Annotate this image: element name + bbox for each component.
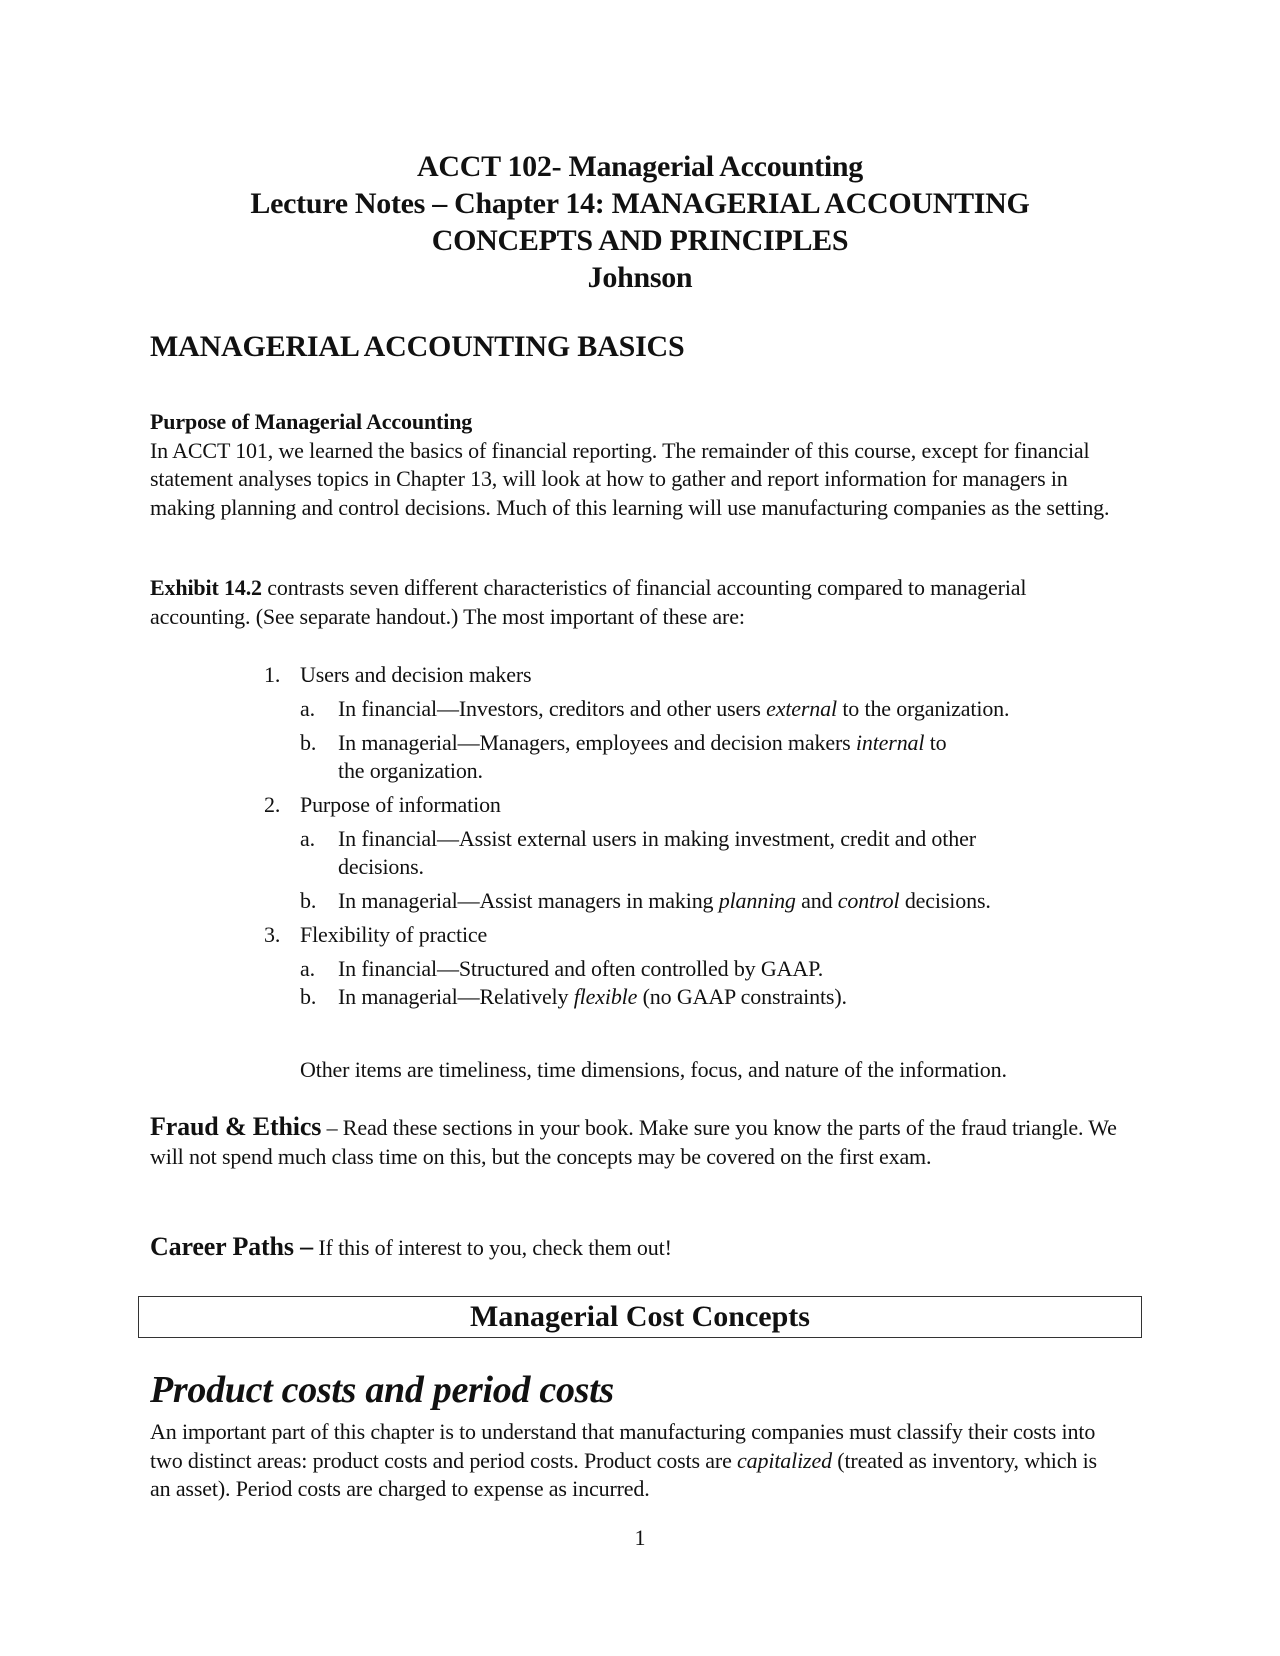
list-item-2: 2. Purpose of information	[264, 792, 501, 817]
list-item-3: 3. Flexibility of practice	[264, 922, 488, 947]
list-subitem-1a: a. In financial—Investors, creditors and other users external to the organization.	[300, 696, 1010, 721]
list-subitem-1b: b. In managerial—Managers, employees and decision makers internal to the organization.	[300, 730, 947, 783]
purpose-paragraph	[150, 408, 1110, 522]
purpose-subheading: Purpose of Managerial Accounting	[150, 409, 473, 434]
purpose-body: In ACCT 101, we learned the basics of financial reporting. The remainder of this course, except for financial statement analyses topics in Chapter 13, will look at how to gather and report information for managers in making planning and control decisions. Much of this learning will use manufacturing companies as the setting.	[150, 437, 1110, 520]
lecture-title: Lecture Notes – Chapter 14: MANAGERIAL ACCOUNTING	[250, 187, 1030, 220]
list-subitem-3b: b. In managerial—Relatively flexible (no GAAP constraints).	[300, 984, 847, 1009]
list-item-label: Flexibility of practice	[300, 922, 488, 947]
list-subitem-2b: b. In managerial—Assist managers in making planning and control decisions.	[300, 888, 991, 913]
career-paths-body: If this of interest to you, check them out!	[313, 1235, 672, 1260]
fraud-ethics-lead: Fraud & Ethics	[150, 1112, 322, 1141]
characteristics-list	[150, 661, 1130, 1011]
exhibit-body: contrasts seven different characteristics of financial accounting compared to managerial accounting. (See separate handout.) The most important of these are:	[150, 575, 1027, 629]
document-title	[0, 148, 1280, 296]
fraud-ethics-paragraph	[150, 1113, 1120, 1171]
page-number: 1	[634, 1525, 646, 1550]
list-subitem-2a: a. In financial—Assist external users in making investment, credit and other decisions.	[300, 826, 976, 879]
author: Johnson	[587, 261, 693, 294]
lecture-title-cont: CONCEPTS AND PRINCIPLES	[431, 224, 849, 257]
exhibit-lead: Exhibit 14.2	[150, 575, 262, 600]
exhibit-paragraph	[150, 574, 1110, 631]
list-item-label: Users and decision makers	[300, 662, 532, 687]
boxed-section-heading: Managerial Cost Concepts	[138, 1296, 1142, 1338]
fraud-ethics-body: – Read these sections in your book. Make sure you know the parts of the fraud triangle. We will not spend much class time on this, but the concepts may be covered on the first exam.	[150, 1115, 1117, 1169]
career-paths-lead: Career Paths –	[150, 1232, 314, 1261]
course-title: ACCT 102- Managerial Accounting	[417, 150, 863, 183]
career-paths-paragraph	[150, 1233, 1110, 1263]
product-period-costs-body: An important part of this chapter is to understand that manufacturing companies must classify their costs into two distinct areas: product costs and period costs. Product costs are capitalized (treated as inventory, which is an asset). Period costs are charged to expense as incurred.	[150, 1419, 1097, 1501]
list-item-1: 1. Users and decision makers	[264, 662, 532, 687]
section-heading-basics: MANAGERIAL ACCOUNTING BASICS	[150, 330, 685, 363]
other-items-note: Other items are timeliness, time dimensions, focus, and nature of the information.	[300, 1057, 1007, 1082]
list-item-label: Purpose of information	[300, 792, 501, 817]
list-subitem-3a: a. In financial—Structured and often controlled by GAAP.	[300, 956, 824, 981]
product-period-costs-heading: Product costs and period costs	[150, 1369, 614, 1411]
